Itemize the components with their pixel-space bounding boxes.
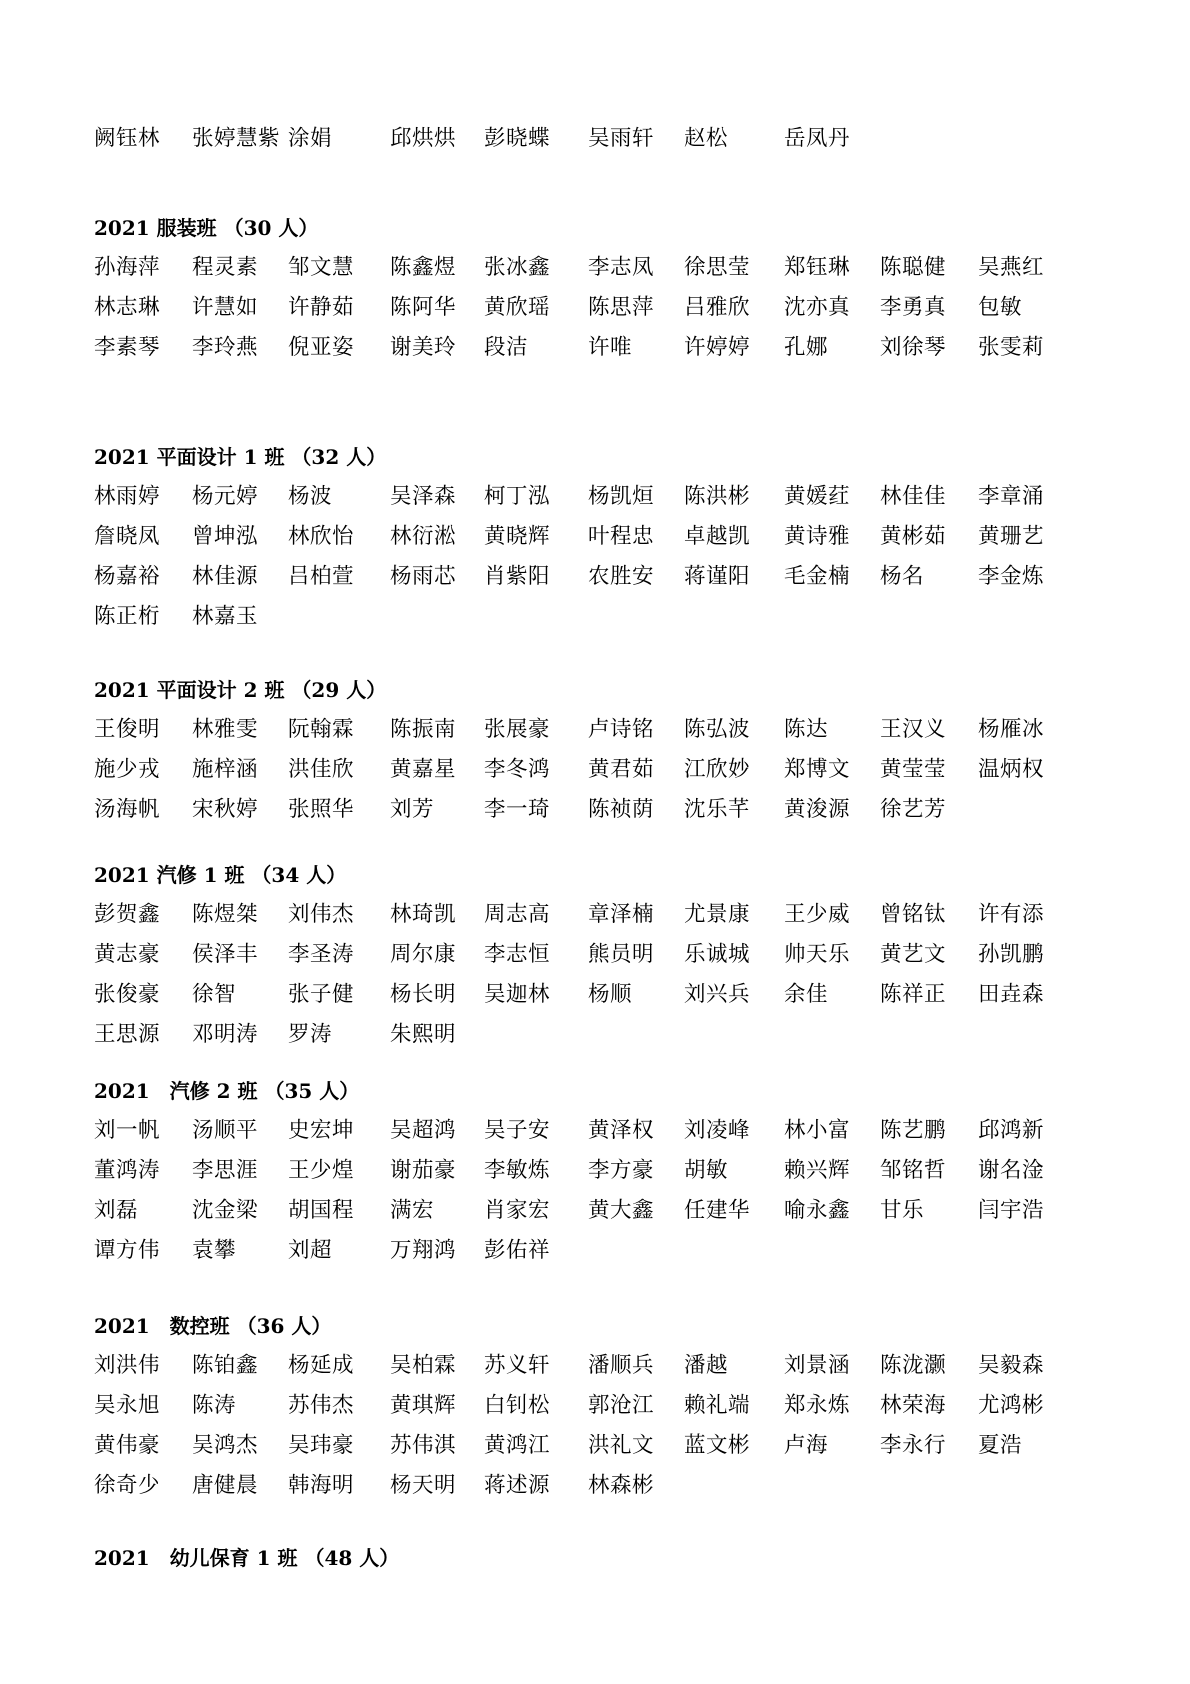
student-name: 杨雨芯 (390, 564, 457, 589)
student-name: 李章涌 (978, 484, 1045, 509)
student-name: 段洁 (484, 335, 529, 360)
student-name: 林衍淞 (390, 524, 457, 549)
student-name: 李圣涛 (288, 942, 355, 967)
student-name: 满宏 (390, 1198, 435, 1223)
class-heading: 2021 数控班 （36 人） (94, 1314, 332, 1338)
student-name: 郑永炼 (784, 1393, 851, 1418)
student-name: 刘兴兵 (684, 982, 751, 1007)
student-name: 林欣怡 (288, 524, 355, 549)
student-name: 史宏坤 (288, 1118, 355, 1143)
student-name: 阙钰林 (94, 126, 161, 151)
student-name: 黄嘉星 (390, 757, 457, 782)
student-name: 吕雅欣 (684, 295, 751, 320)
student-name: 黄鸿江 (484, 1433, 551, 1458)
student-name: 吴雨轩 (588, 126, 655, 151)
student-name: 甘乐 (880, 1198, 925, 1223)
student-name: 赖兴辉 (784, 1158, 851, 1183)
student-name: 朱熙明 (390, 1022, 457, 1047)
student-name: 刘景涵 (784, 1353, 851, 1378)
student-name: 董鸿涛 (94, 1158, 161, 1183)
student-name: 陈思萍 (588, 295, 655, 320)
student-name: 吴迦林 (484, 982, 551, 1007)
class-heading: 2021 平面设计 2 班 （29 人） (94, 678, 387, 702)
student-name: 潘顺兵 (588, 1353, 655, 1378)
class-heading: 2021 汽修 1 班 （34 人） (94, 863, 347, 887)
student-name: 夏浩 (978, 1433, 1023, 1458)
student-name: 黄诗雅 (784, 524, 851, 549)
student-name: 王思源 (94, 1022, 161, 1047)
class-heading: 2021 幼儿保育 1 班 （48 人） (94, 1546, 400, 1570)
student-name: 刘凌峰 (684, 1118, 751, 1143)
student-name: 乐诚城 (684, 942, 751, 967)
student-name: 陈祯荫 (588, 797, 655, 822)
student-name: 郑博文 (784, 757, 851, 782)
student-name: 万翔鸿 (390, 1238, 457, 1263)
student-name: 倪亚姿 (288, 335, 355, 360)
student-name: 包敏 (978, 295, 1023, 320)
student-name: 余佳 (784, 982, 829, 1007)
student-name: 徐艺芳 (880, 797, 947, 822)
student-name: 刘磊 (94, 1198, 139, 1223)
student-name: 陈鑫煜 (390, 255, 457, 280)
student-name: 林雨婷 (94, 484, 161, 509)
student-name: 谭方伟 (94, 1238, 161, 1263)
student-name: 许有添 (978, 902, 1045, 927)
student-name: 徐奇少 (94, 1473, 161, 1498)
student-name: 黄君茹 (588, 757, 655, 782)
student-name: 张冰鑫 (484, 255, 551, 280)
student-name: 黄泽权 (588, 1118, 655, 1143)
student-name: 邱鸿新 (978, 1118, 1045, 1143)
student-name: 王俊明 (94, 717, 161, 742)
student-name: 黄晓辉 (484, 524, 551, 549)
student-name: 徐智 (192, 982, 237, 1007)
student-name: 许静茹 (288, 295, 355, 320)
student-name: 李志凤 (588, 255, 655, 280)
student-name: 汤顺平 (192, 1118, 259, 1143)
student-name: 彭晓蝶 (484, 126, 551, 151)
student-name: 黄珊艺 (978, 524, 1045, 549)
student-name: 杨波 (288, 484, 333, 509)
student-name: 叶程忠 (588, 524, 655, 549)
student-name: 吴玮豪 (288, 1433, 355, 1458)
student-name: 黄艺文 (880, 942, 947, 967)
student-name: 田垚森 (978, 982, 1045, 1007)
student-name: 沈金梁 (192, 1198, 259, 1223)
student-name: 徐思莹 (684, 255, 751, 280)
student-name: 杨元婷 (192, 484, 259, 509)
student-name: 黄伟豪 (94, 1433, 161, 1458)
student-name: 陈阿华 (390, 295, 457, 320)
student-name: 张展豪 (484, 717, 551, 742)
student-name: 黄欣瑶 (484, 295, 551, 320)
student-name: 吴燕红 (978, 255, 1045, 280)
class-heading: 2021 平面设计 1 班 （32 人） (94, 445, 387, 469)
student-name: 刘洪伟 (94, 1353, 161, 1378)
student-name: 洪礼文 (588, 1433, 655, 1458)
student-name: 吴鸿杰 (192, 1433, 259, 1458)
student-name: 林佳佳 (880, 484, 947, 509)
student-name: 肖家宏 (484, 1198, 551, 1223)
student-name: 苏伟淇 (390, 1433, 457, 1458)
student-name: 肖紫阳 (484, 564, 551, 589)
student-name: 刘芳 (390, 797, 435, 822)
student-name: 李素琴 (94, 335, 161, 360)
student-name: 曾铭钛 (880, 902, 947, 927)
student-name: 张照华 (288, 797, 355, 822)
student-name: 陈涛 (192, 1393, 237, 1418)
student-name: 蒋谨阳 (684, 564, 751, 589)
student-name: 陈艺鹏 (880, 1118, 947, 1143)
student-name: 杨天明 (390, 1473, 457, 1498)
student-name: 李方豪 (588, 1158, 655, 1183)
student-name: 王少煌 (288, 1158, 355, 1183)
student-name: 邹文慧 (288, 255, 355, 280)
student-name: 沈乐芊 (684, 797, 751, 822)
student-name: 黄莹莹 (880, 757, 947, 782)
student-name: 尤景康 (684, 902, 751, 927)
student-name: 林森彬 (588, 1473, 655, 1498)
student-name: 柯丁泓 (484, 484, 551, 509)
student-name: 张俊豪 (94, 982, 161, 1007)
student-name: 黄彬茹 (880, 524, 947, 549)
student-name: 孙凯鹏 (978, 942, 1045, 967)
student-name: 苏义轩 (484, 1353, 551, 1378)
student-name: 李冬鸿 (484, 757, 551, 782)
student-name: 黄志豪 (94, 942, 161, 967)
student-name: 孔娜 (784, 335, 829, 360)
student-name: 胡国程 (288, 1198, 355, 1223)
student-name: 谢美玲 (390, 335, 457, 360)
student-name: 刘徐琴 (880, 335, 947, 360)
student-name: 卓越凯 (684, 524, 751, 549)
student-name: 林佳源 (192, 564, 259, 589)
student-name: 吕柏萱 (288, 564, 355, 589)
student-name: 刘一帆 (94, 1118, 161, 1143)
student-name: 李勇真 (880, 295, 947, 320)
student-name: 卢诗铭 (588, 717, 655, 742)
student-name: 陈煜桀 (192, 902, 259, 927)
student-name: 帅天乐 (784, 942, 851, 967)
student-name: 胡敏 (684, 1158, 729, 1183)
student-name: 林志琳 (94, 295, 161, 320)
student-name: 宋秋婷 (192, 797, 259, 822)
student-name: 李敏炼 (484, 1158, 551, 1183)
student-name: 岳凤丹 (784, 126, 851, 151)
student-name: 邱烘烘 (390, 126, 457, 151)
student-name: 詹晓凤 (94, 524, 161, 549)
student-name: 周志高 (484, 902, 551, 927)
student-name: 黄媛荭 (784, 484, 851, 509)
student-name: 涂娟 (288, 126, 333, 151)
student-name: 黄浚源 (784, 797, 851, 822)
student-name: 陈弘波 (684, 717, 751, 742)
student-name: 黄大鑫 (588, 1198, 655, 1223)
student-name: 洪佳欣 (288, 757, 355, 782)
student-name: 杨延成 (288, 1353, 355, 1378)
student-name: 施梓涵 (192, 757, 259, 782)
student-name: 黄琪辉 (390, 1393, 457, 1418)
student-name: 农胜安 (588, 564, 655, 589)
student-name: 彭贺鑫 (94, 902, 161, 927)
class-heading: 2021 服装班 （30 人） (94, 216, 319, 240)
student-name: 谢名淦 (978, 1158, 1045, 1183)
student-name: 施少戎 (94, 757, 161, 782)
student-name: 陈铂鑫 (192, 1353, 259, 1378)
student-name: 邹铭哲 (880, 1158, 947, 1183)
student-name: 杨雁冰 (978, 717, 1045, 742)
student-name: 许唯 (588, 335, 633, 360)
student-name: 邓明涛 (192, 1022, 259, 1047)
student-name: 杨名 (880, 564, 925, 589)
student-name: 彭佑祥 (484, 1238, 551, 1263)
student-name: 林小富 (784, 1118, 851, 1143)
student-name: 李志恒 (484, 942, 551, 967)
student-name: 苏伟杰 (288, 1393, 355, 1418)
student-name: 王汉义 (880, 717, 947, 742)
student-name: 喻永鑫 (784, 1198, 851, 1223)
student-name: 白钊松 (484, 1393, 551, 1418)
student-name: 吴永旭 (94, 1393, 161, 1418)
student-name: 许慧如 (192, 295, 259, 320)
student-name: 李思涯 (192, 1158, 259, 1183)
student-name: 郑钰琳 (784, 255, 851, 280)
student-name: 林嘉玉 (192, 604, 259, 629)
student-name: 杨长明 (390, 982, 457, 1007)
student-name: 程灵素 (192, 255, 259, 280)
student-name: 刘伟杰 (288, 902, 355, 927)
student-name: 陈振南 (390, 717, 457, 742)
student-name: 周尔康 (390, 942, 457, 967)
student-name: 林琦凯 (390, 902, 457, 927)
student-name: 曾坤泓 (192, 524, 259, 549)
student-name: 吴毅森 (978, 1353, 1045, 1378)
student-name: 袁攀 (192, 1238, 237, 1263)
student-name: 李永行 (880, 1433, 947, 1458)
student-name: 杨顺 (588, 982, 633, 1007)
student-name: 闫宇浩 (978, 1198, 1045, 1223)
student-name: 林荣海 (880, 1393, 947, 1418)
student-name: 温炳权 (978, 757, 1045, 782)
student-name: 谢茄豪 (390, 1158, 457, 1183)
student-name: 张婷慧紫 (192, 126, 281, 151)
student-name: 王少威 (784, 902, 851, 927)
student-name: 赵松 (684, 126, 729, 151)
student-name: 林雅雯 (192, 717, 259, 742)
student-name: 尤鸿彬 (978, 1393, 1045, 1418)
student-name: 卢海 (784, 1433, 829, 1458)
student-name: 江欣妙 (684, 757, 751, 782)
student-name: 郭沧江 (588, 1393, 655, 1418)
student-name: 潘越 (684, 1353, 729, 1378)
student-name: 吴超鸿 (390, 1118, 457, 1143)
student-name: 吴泽森 (390, 484, 457, 509)
student-name: 李玲燕 (192, 335, 259, 360)
student-name: 刘超 (288, 1238, 333, 1263)
student-name: 韩海明 (288, 1473, 355, 1498)
class-heading: 2021 汽修 2 班 （35 人） (94, 1079, 360, 1103)
student-name: 陈聪健 (880, 255, 947, 280)
student-name: 罗涛 (288, 1022, 333, 1047)
student-name: 蒋述源 (484, 1473, 551, 1498)
student-name: 蓝文彬 (684, 1433, 751, 1458)
student-name: 许婷婷 (684, 335, 751, 360)
student-name: 陈达 (784, 717, 829, 742)
student-name: 李金炼 (978, 564, 1045, 589)
student-name: 杨凯烜 (588, 484, 655, 509)
student-name: 陈泷灏 (880, 1353, 947, 1378)
student-name: 毛金楠 (784, 564, 851, 589)
student-name: 赖礼端 (684, 1393, 751, 1418)
student-name: 杨嘉裕 (94, 564, 161, 589)
student-name: 孙海萍 (94, 255, 161, 280)
student-name: 吴子安 (484, 1118, 551, 1143)
student-name: 任建华 (684, 1198, 751, 1223)
student-name: 阮翰霖 (288, 717, 355, 742)
student-name: 沈亦真 (784, 295, 851, 320)
student-name: 汤海帆 (94, 797, 161, 822)
student-name: 唐健晨 (192, 1473, 259, 1498)
student-name: 张子健 (288, 982, 355, 1007)
student-name: 章泽楠 (588, 902, 655, 927)
student-name: 陈祥正 (880, 982, 947, 1007)
student-name: 张雯莉 (978, 335, 1045, 360)
student-name: 吴柏霖 (390, 1353, 457, 1378)
student-name: 熊员明 (588, 942, 655, 967)
student-name: 陈洪彬 (684, 484, 751, 509)
student-name: 李一琦 (484, 797, 551, 822)
student-name: 陈正桁 (94, 604, 161, 629)
student-name: 侯泽丰 (192, 942, 259, 967)
